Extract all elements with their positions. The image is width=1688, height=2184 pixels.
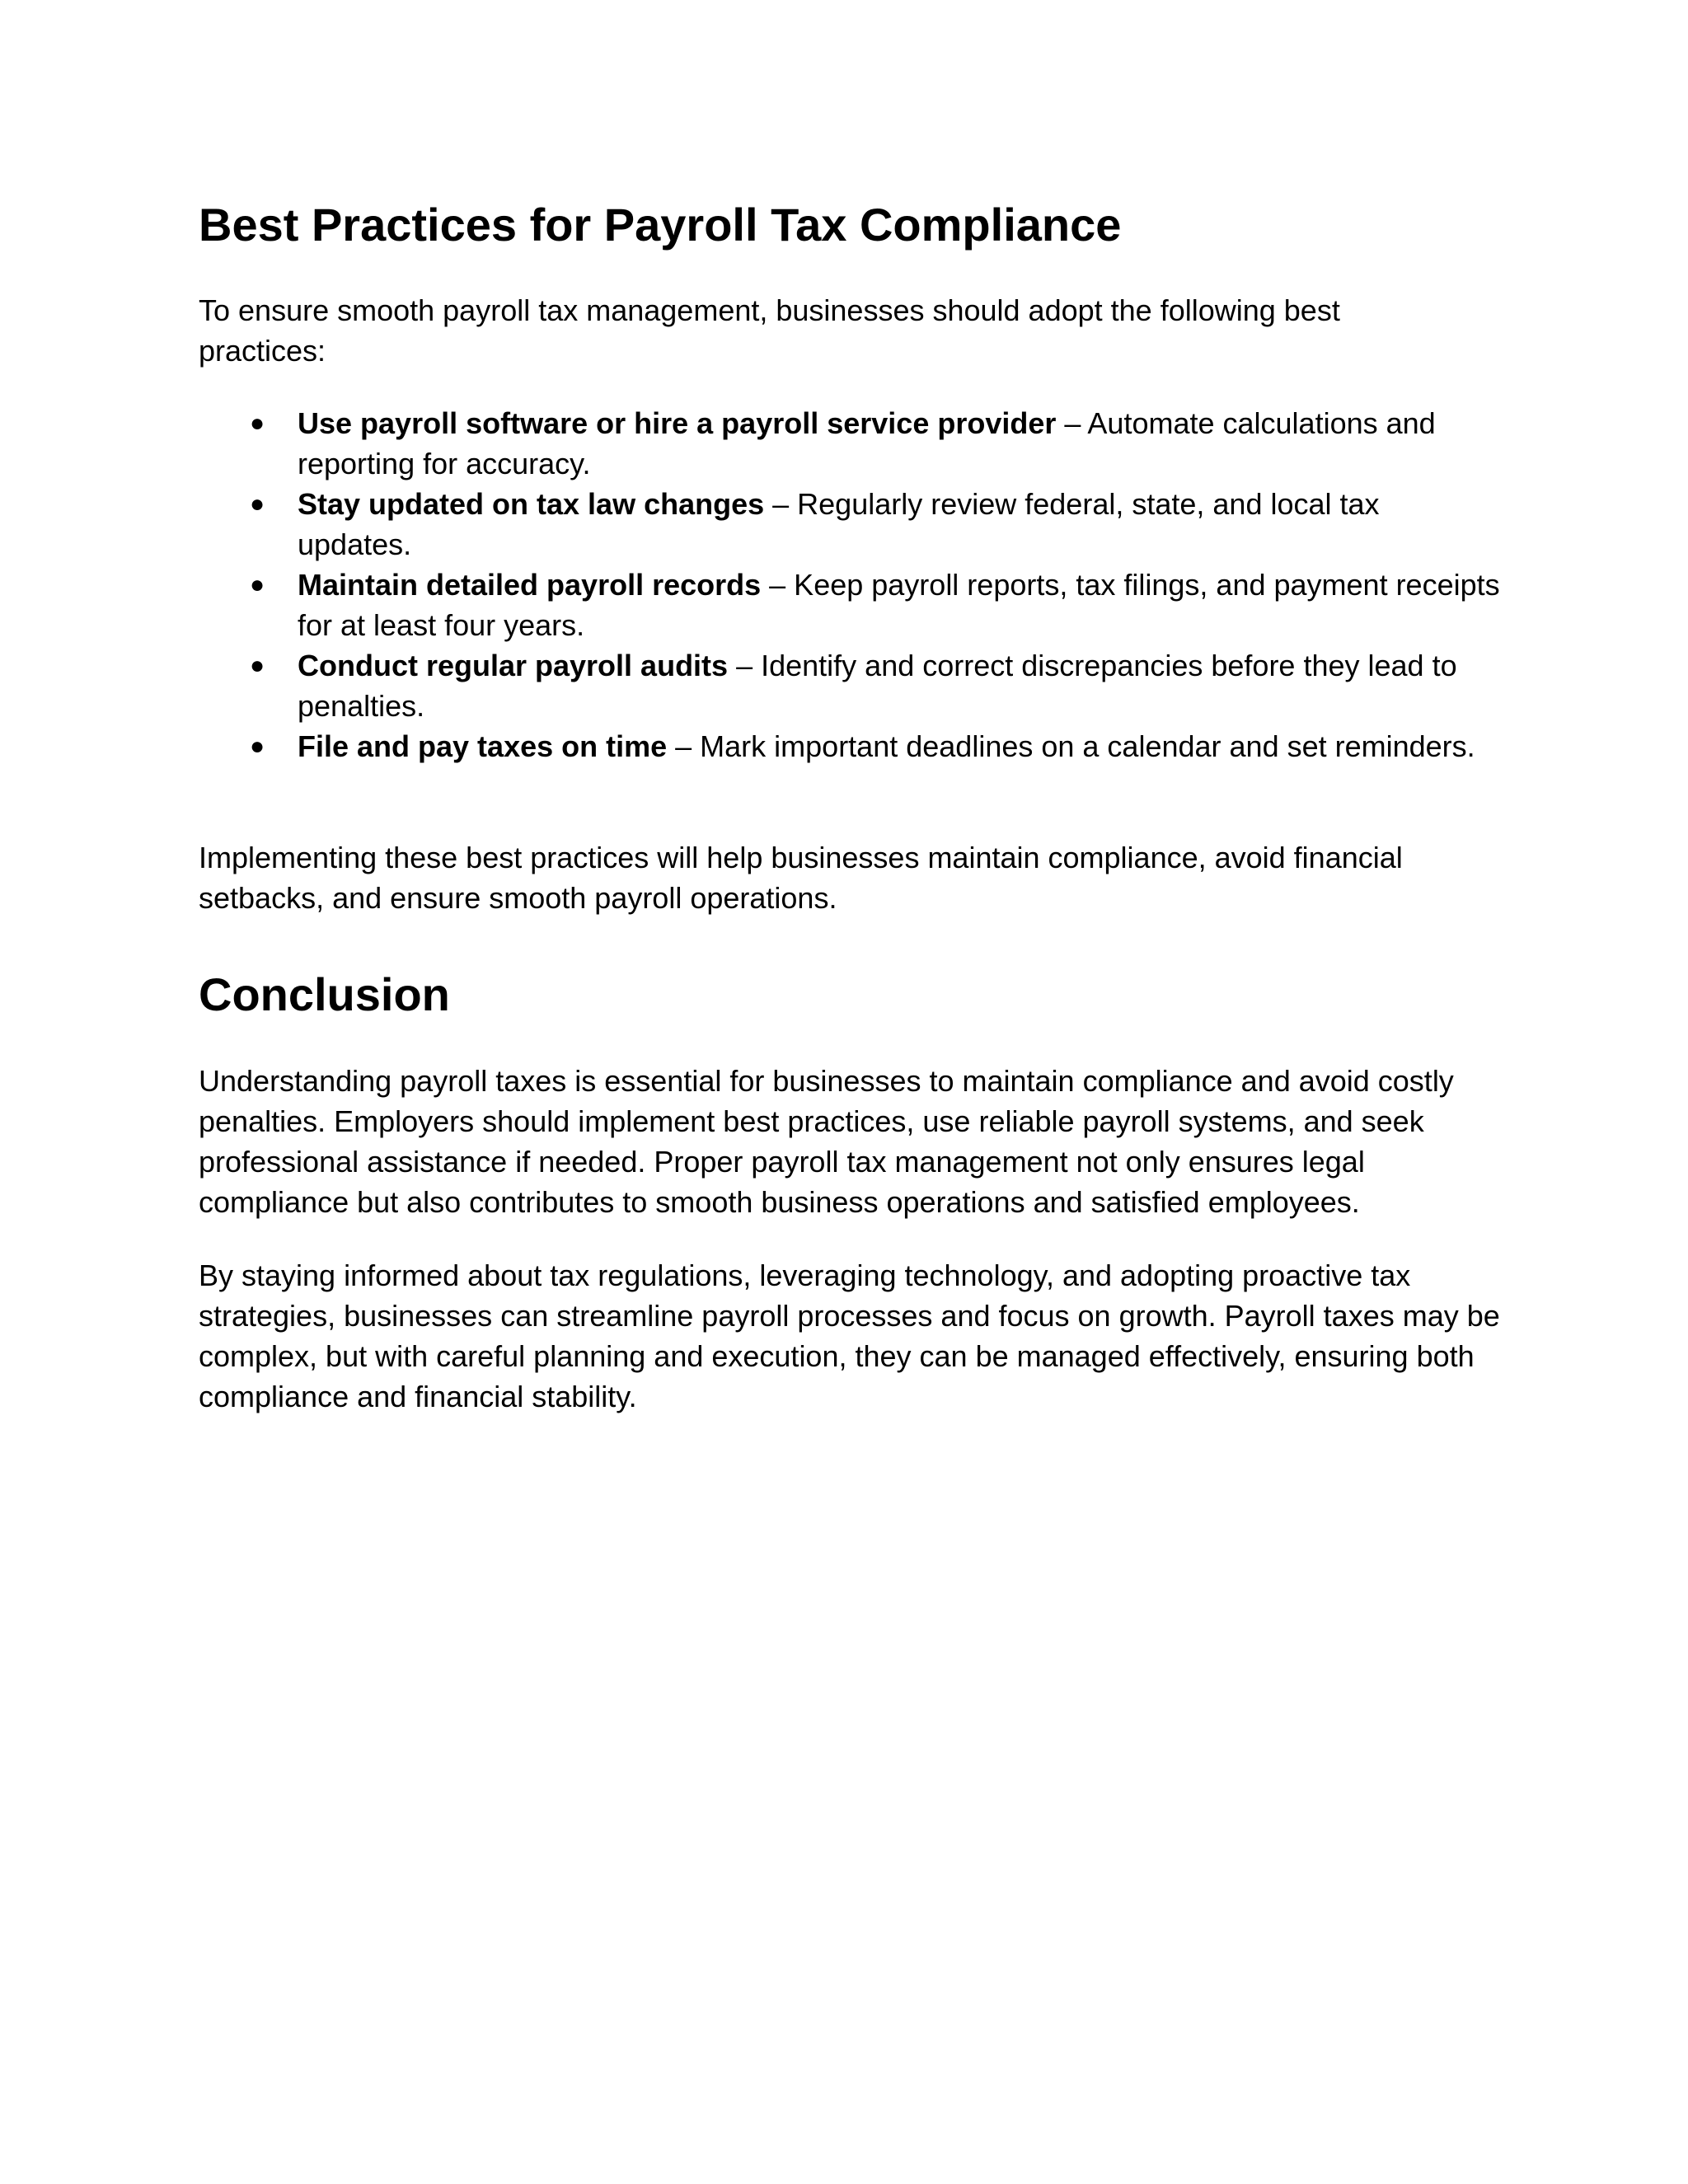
section-heading-conclusion: Conclusion: [199, 968, 450, 1020]
list-item-title: File and pay taxes on time: [298, 729, 668, 763]
list-item: [199, 565, 1501, 645]
list-item-title: Maintain detailed payroll records: [298, 568, 762, 602]
list-item-title: Conduct regular payroll audits: [298, 649, 729, 682]
intro-paragraph: To ensure smooth payroll tax management, businesses should adopt the following best practices:: [199, 293, 1340, 368]
list-item: [199, 726, 1501, 766]
bullet-icon: ●: [250, 652, 265, 679]
list-item-title: Use payroll software or hire a payroll service provider: [298, 406, 1057, 440]
list-item: [199, 403, 1501, 484]
bullet-icon: ●: [250, 410, 265, 437]
list-item-text: – Automate calculations and reporting for accuracy.: [298, 406, 1436, 480]
bullet-icon: ●: [250, 571, 265, 598]
bullet-icon: ●: [250, 733, 265, 760]
list-item-text: – Mark important deadlines on a calendar and set reminders.: [667, 729, 1475, 763]
list-item-text: – Regularly review federal, state, and local tax updates.: [298, 487, 1380, 561]
list-item: [199, 645, 1501, 726]
list-item-title: Stay updated on tax law changes: [298, 487, 765, 521]
list-item-text: – Keep payroll reports, tax filings, and payment receipts for at least four years.: [298, 568, 1500, 642]
conclusion-paragraph-1: Understanding payroll taxes is essential for businesses to maintain compliance and avoid costly penalties. Employers should implement best practices, use reliable payroll systems, and seek professional assistance if needed. Proper payroll tax management not only ensures legal compliance but also contributes to smooth business operations and satisfied employees.: [199, 1064, 1454, 1219]
section-heading-best-practices: Best Practices for Payroll Tax Compliance: [199, 199, 1122, 251]
list-item-text: – Identify and correct discrepancies before they lead to penalties.: [298, 649, 1457, 723]
bullet-icon: ●: [250, 490, 265, 518]
best-practices-list: [199, 403, 1501, 766]
list-item: [199, 484, 1501, 565]
closing-paragraph: Implementing these best practices will help businesses maintain compliance, avoid financial setbacks, and ensure smooth payroll operations.: [199, 841, 1403, 915]
conclusion-paragraph-2: By staying informed about tax regulations, leveraging technology, and adopting proactive tax strategies, businesses can streamline payroll processes and focus on growth. Payroll taxes may be complex, but with careful planning and execution, they can be managed effectively, ensuring both compliance and financial stability.: [199, 1258, 1500, 1413]
